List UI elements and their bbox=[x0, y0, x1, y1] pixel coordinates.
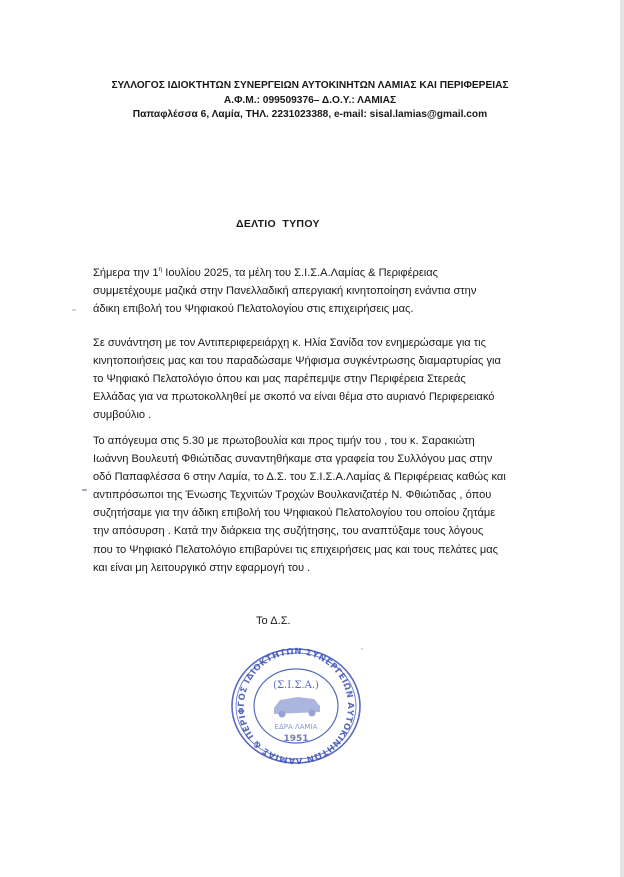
text-line: συμμετέχουμε μαζικά στην Πανελλαδική απεργιακή κινητοποίηση ενάντια στην bbox=[93, 285, 477, 298]
tax-info: Α.Φ.Μ.: 099509376– Δ.Ο.Υ.: ΛΑΜΙΑΣ bbox=[223, 94, 397, 106]
text-line: άδικη επιβολή του Ψηφιακού Πελατολογίου στις επιχειρήσεις μας. bbox=[93, 303, 414, 316]
signoff: Το Δ.Σ. bbox=[256, 615, 291, 627]
stamp-seal-icon bbox=[226, 646, 366, 766]
text-line: το Ψηφιακό Πελατολόγιο όπου και μας παρέπεμψε στην Περιφέρεια Στερεάς bbox=[93, 373, 466, 386]
text-segment: Ιουλίου 2025, τα μέλη του Σ.Ι.Σ.Α.Λαμίας & Περιφέρειας bbox=[162, 267, 439, 279]
car-icon bbox=[274, 697, 320, 718]
text-line: και είναι μη λειτουργικό στην εφαρμογή του . bbox=[93, 561, 311, 574]
text-line: Σε συνάντηση με τον Αντιπεριφερειάρχη κ. Ηλία Σανίδα τον ενημερώσαμε για τις bbox=[93, 337, 486, 349]
document-title: ΔΕΛΤΙΟ ΤΥΠΟΥ bbox=[236, 218, 320, 230]
text-line bbox=[93, 264, 543, 282]
text-line: συζητήσαμε για την άδικη επιβολή του Ψηφιακού Πελατολογίου του οποίου ζητάμε bbox=[93, 507, 496, 520]
text-line: κινητοποιήσεις μας και του παραδώσαμε Ψήφισμα συγκέντρωσης διαμαρτυρίας για bbox=[93, 355, 501, 368]
paragraph-meeting-mp bbox=[93, 432, 543, 577]
text-line: Ιωάννη Βουλευτή Φθιώτιδας συναντηθήκαμε στα γραφεία του Συλλόγου μας στην bbox=[93, 453, 493, 466]
stamp-year: 1951 bbox=[283, 734, 309, 744]
letterhead bbox=[60, 79, 560, 123]
scan-speck bbox=[361, 648, 363, 650]
text-line: Ελλάδας για να πρωτοκολληθεί με σκοπό να είναι θέμα στο αυριανό Περιφερειακό bbox=[93, 391, 495, 404]
text-line: που το Ψηφιακό Πελατολόγιο επιβαρύνει τις επιχειρήσεις μας και τους πελάτες μας bbox=[93, 543, 499, 556]
stamp-ring-text: ΓΟΣ ΙΔΙΟΚΤΗΤΩΝ ΣΥΝΕΡΓΕΙΩΝ ΑΥΤΟΚΙΝΗΤΩΝ ΛΑΜΙΑΣ & ΠΕΡΙΦ bbox=[236, 646, 356, 766]
organization-name: ΣΥΛΛΟΓΟΣ ΙΔΙΟΚΤΗΤΩΝ ΣΥΝΕΡΓΕΙΩΝ ΑΥΤΟΚΙΝΗΤΩΝ ΛΑΜΙΑΣ ΚΑΙ ΠΕΡΙΦΕΡΕΙΑΣ bbox=[111, 80, 509, 91]
scan-speck bbox=[72, 309, 76, 311]
paragraph-strike bbox=[93, 264, 543, 318]
text-line: Το απόγευμα στις 5.30 με πρωτοβουλία και προς τιμήν του , του κ. Σαρακιώτη bbox=[93, 435, 475, 447]
association-stamp bbox=[226, 646, 366, 766]
ordinal-superscript: η bbox=[158, 266, 163, 273]
text-line: αντιπρόσωποι της Ένωσης Τεχνιτών Τροχών Βουλκανιζατέρ Ν. Φθιώτιδας , όπου bbox=[93, 489, 492, 502]
stamp-city: ΕΔΡΑ ΛΑΜΙΑ bbox=[274, 723, 318, 731]
paragraph-meeting-regional bbox=[93, 334, 543, 424]
contact-info: Παπαφλέσσα 6, Λαμία, ΤΗΛ. 2231023388, e-mail: sisal.lamias@gmail.com bbox=[132, 109, 488, 120]
text-segment: Σήμερα την 1 bbox=[93, 267, 159, 279]
stamp-abbreviation: (Σ.Ι.Σ.Α.) bbox=[273, 680, 319, 691]
text-line: συμβούλιο . bbox=[93, 409, 152, 422]
text-line: την απόσυρση . Κατά την διάρκεια της συζήτησης, του αναπτύξαμε τους λόγους bbox=[93, 525, 484, 538]
text-line: οδό Παπαφλέσσα 6 στην Λαμία, το Δ.Σ. του Σ.Ι.Σ.Α.Λαμίας & Περιφέρειας καθώς και bbox=[93, 471, 506, 484]
scan-speck bbox=[82, 489, 87, 491]
